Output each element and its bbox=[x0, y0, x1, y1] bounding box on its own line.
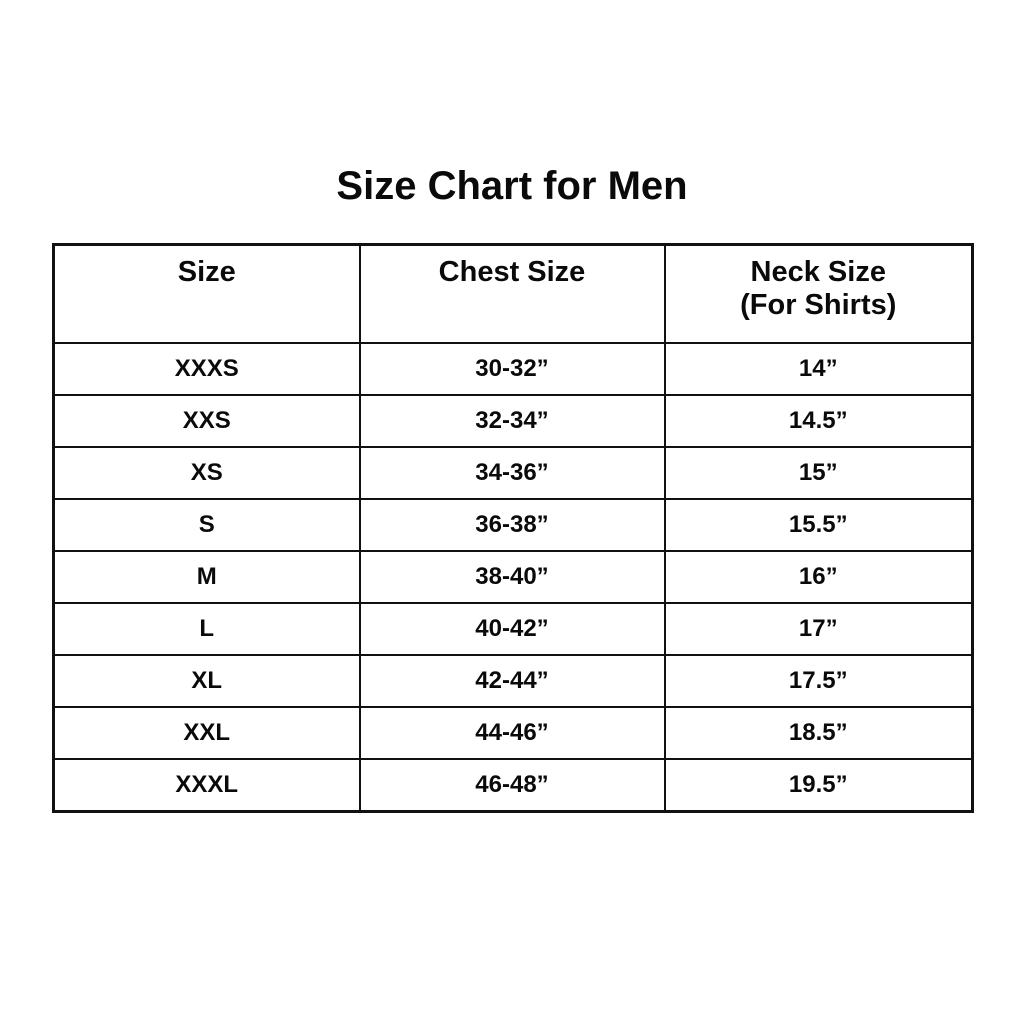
neck-cell: 17.5” bbox=[665, 655, 973, 707]
neck-cell: 19.5” bbox=[665, 759, 973, 812]
size-cell: M bbox=[54, 551, 360, 603]
header-cell-neck bbox=[665, 245, 973, 344]
chest-cell: 34-36” bbox=[360, 447, 665, 499]
size-cell: XXXS bbox=[54, 343, 360, 395]
neck-cell: 18.5” bbox=[665, 707, 973, 759]
header-neck-label-line1: Neck Size bbox=[750, 256, 886, 288]
header-row bbox=[54, 245, 973, 344]
chest-cell: 32-34” bbox=[360, 395, 665, 447]
size-cell: XL bbox=[54, 655, 360, 707]
chest-cell: 46-48” bbox=[360, 759, 665, 812]
size-chart-table bbox=[52, 243, 974, 813]
size-cell: XS bbox=[54, 447, 360, 499]
header-cell-size bbox=[54, 245, 360, 344]
table-row bbox=[54, 499, 973, 551]
size-cell: XXL bbox=[54, 707, 360, 759]
size-cell: XXS bbox=[54, 395, 360, 447]
neck-cell: 16” bbox=[665, 551, 973, 603]
neck-cell: 17” bbox=[665, 603, 973, 655]
header-chest-label: Chest Size bbox=[438, 256, 586, 288]
table-row bbox=[54, 707, 973, 759]
table-row bbox=[54, 395, 973, 447]
chest-cell: 42-44” bbox=[360, 655, 665, 707]
header-neck-label-line2: (For Shirts) bbox=[740, 289, 897, 321]
table-row bbox=[54, 551, 973, 603]
table-row bbox=[54, 343, 973, 395]
header-cell-chest bbox=[360, 245, 665, 344]
table-row bbox=[54, 447, 973, 499]
chest-cell: 36-38” bbox=[360, 499, 665, 551]
neck-cell: 14” bbox=[665, 343, 973, 395]
page-title: Size Chart for Men bbox=[336, 164, 688, 208]
neck-cell: 15.5” bbox=[665, 499, 973, 551]
neck-cell: 15” bbox=[665, 447, 973, 499]
size-cell: XXXL bbox=[54, 759, 360, 812]
chest-cell: 38-40” bbox=[360, 551, 665, 603]
size-cell: L bbox=[54, 603, 360, 655]
chest-cell: 40-42” bbox=[360, 603, 665, 655]
chest-cell: 44-46” bbox=[360, 707, 665, 759]
table-row bbox=[54, 655, 973, 707]
size-cell: S bbox=[54, 499, 360, 551]
neck-cell: 14.5” bbox=[665, 395, 973, 447]
header-size-label: Size bbox=[177, 256, 236, 288]
chest-cell: 30-32” bbox=[360, 343, 665, 395]
table-row bbox=[54, 603, 973, 655]
table-row bbox=[54, 759, 973, 812]
